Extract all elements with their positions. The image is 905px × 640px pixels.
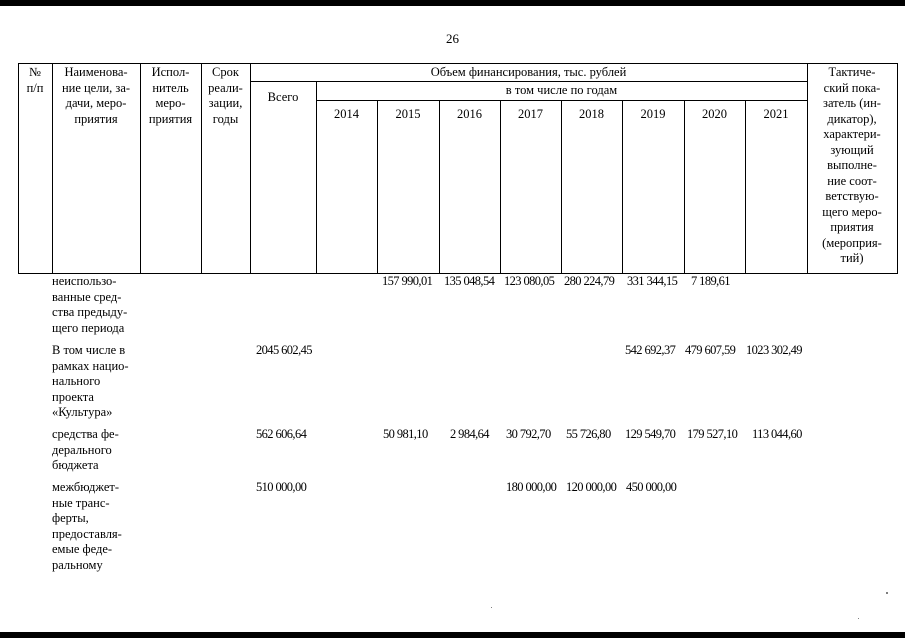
col-header-year: 2020 <box>702 107 727 121</box>
row-value: 1023 302,49 <box>746 343 802 357</box>
row-value: 55 726,80 <box>566 427 611 441</box>
bottom-border <box>0 632 905 638</box>
col-header-year: 2017 <box>518 107 543 121</box>
col-header-year: 2014 <box>334 107 359 121</box>
row-value: 179 527,10 <box>687 427 738 441</box>
top-border <box>0 0 905 6</box>
row-label-federal-budget: средства фе- дерального бюджета <box>52 427 119 472</box>
scan-speck <box>491 607 492 608</box>
row-total: 510 000,00 <box>256 480 307 494</box>
col-header-indicator: Тактиче- ский пока- затель (ин- дикатор), характери- зующий выполне- ние соот- ветствую- щего меро- приятия (мероприя- тий) <box>822 65 882 265</box>
row-value: 280 224,79 <box>564 274 615 288</box>
col-header-year: 2019 <box>640 107 666 121</box>
scan-speck <box>886 592 888 594</box>
row-value: 180 000,00 <box>506 480 557 494</box>
col-header-year: 2021 <box>763 107 789 121</box>
row-value: 450 000,00 <box>626 480 677 494</box>
row-total: 562 606,64 <box>256 427 307 441</box>
row-value: 120 000,00 <box>566 480 617 494</box>
col-header-year: 2016 <box>457 107 482 121</box>
row-label-national-project: В том числе в рамках нацио- нального проекта «Культура» <box>52 343 129 419</box>
row-value: 7 189,61 <box>691 274 730 288</box>
row-value: 129 549,70 <box>625 427 676 441</box>
row-total: 2045 602,45 <box>256 343 312 357</box>
col-header-term: Срок реали- зации, годы <box>208 65 243 126</box>
row-value: 157 990,01 <box>382 274 433 288</box>
col-header-name: Наименова- ние цели, за- дачи, меро- приятия <box>61 65 131 126</box>
row-value: 113 044,60 <box>752 427 802 441</box>
page-number: 26 <box>446 31 459 46</box>
row-label-unused-funds: неиспользо- ванные сред- ства предыду- щего периода <box>52 274 128 335</box>
row-value: 123 080,05 <box>504 274 555 288</box>
col-header-year: 2015 <box>395 107 421 121</box>
row-value: 135 048,54 <box>444 274 495 288</box>
col-header-num: № п/п <box>26 65 44 95</box>
col-header-total: Всего <box>267 90 299 104</box>
row-value: 30 792,70 <box>506 427 551 441</box>
col-header-executor: Испол- нитель меро- приятия <box>148 65 193 126</box>
row-value: 542 692,37 <box>625 343 676 357</box>
row-label-interbudget-transfers: межбюджет- ные транс- ферты, предоставля- емые феде- ральному <box>52 480 122 572</box>
row-value: 479 607,59 <box>685 343 736 357</box>
row-value: 50 981,10 <box>383 427 428 441</box>
row-value: 2 984,64 <box>450 427 489 441</box>
col-header-year: 2018 <box>579 107 604 121</box>
row-value: 331 344,15 <box>627 274 678 288</box>
col-header-by-years: в том числе по годам <box>505 83 618 97</box>
scan-speck <box>858 618 859 619</box>
col-header-financing: Объем финансирования, тыс. рублей <box>430 65 627 79</box>
